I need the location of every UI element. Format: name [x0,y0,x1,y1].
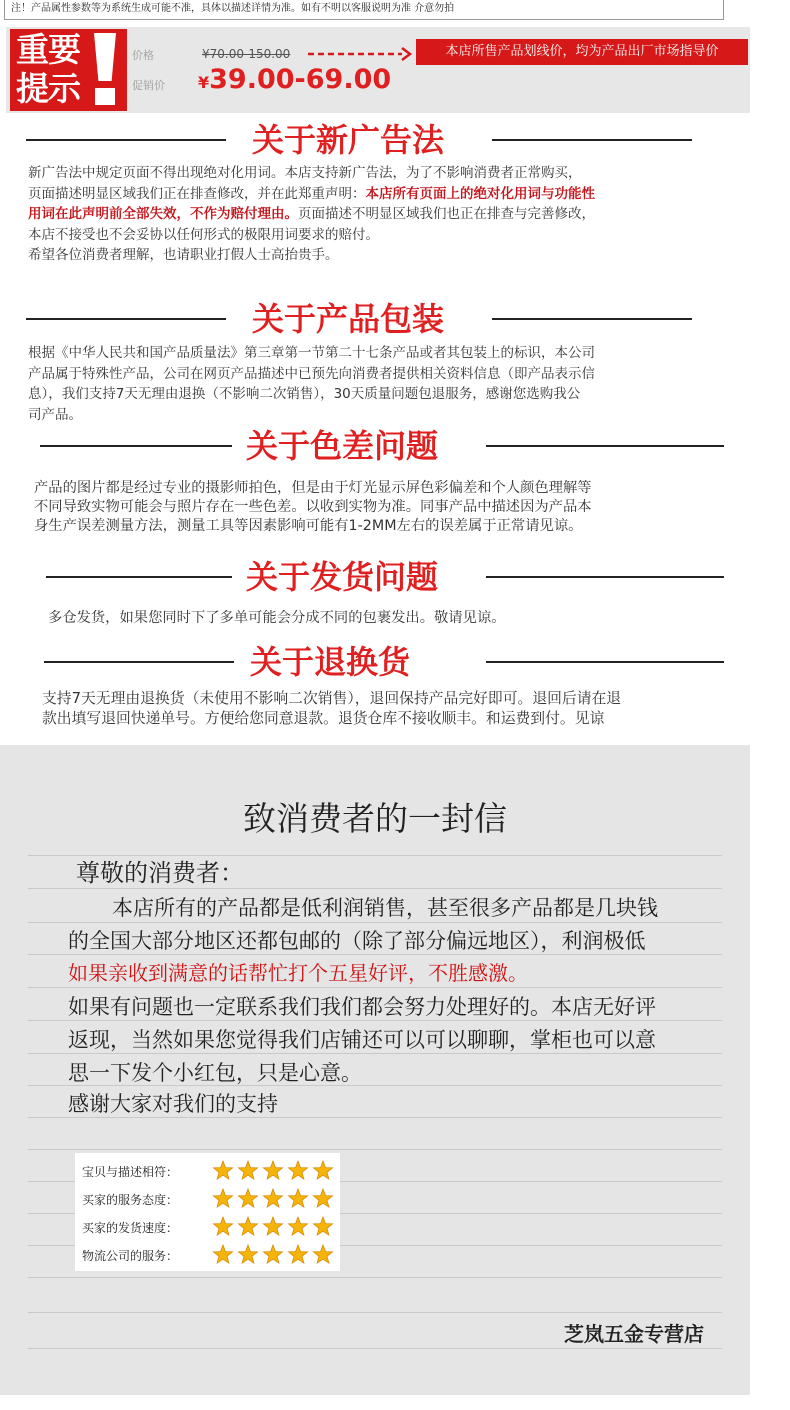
star-icon [313,1161,332,1179]
divider [492,318,692,320]
notice-text-line2: 提示 [16,69,80,108]
body-text: 新广告法中规定页面不得出现绝对化用词。本店支持新广告法，为了不影响消费者正常购买， [28,165,582,181]
rating-label: 买家的服务态度： [82,1193,179,1207]
star-icon [238,1189,257,1207]
section-title: 关于产品包装 [252,300,445,338]
promo-currency: ¥ [198,73,210,92]
body-line [28,184,595,205]
star-icon [238,1161,257,1179]
promo-price [198,64,391,95]
body-text: 根据《中华人民共和国产品质量法》第三章第一节第二十七条产品或者其包装上的标识，本公司 [28,345,595,361]
star-rating [212,1244,338,1266]
star-icon [288,1161,307,1179]
divider [26,139,226,141]
letter-line: 本店所有的产品都是低利润销售，甚至很多产品都是几块钱 [112,896,658,920]
divider [46,576,232,578]
shop-signature: 芝岚五金专营店 [564,1322,704,1346]
ruled-line [28,1149,722,1150]
divider [492,139,692,141]
star-icon [288,1189,307,1207]
body-text: 款出填写退回快递单号。方便给您同意退款。退货仓库不接收顺丰。和运费到付。见谅 [42,710,605,727]
body-line [42,689,621,709]
body-line [28,364,595,385]
divider [486,445,724,447]
ruled-line [28,1348,722,1349]
section-header-packaging [26,297,696,341]
body-line [28,163,595,184]
section-body-shipping [48,608,506,629]
body-text: 产品的图片都是经过专业的摄影师拍色，但是由于灯光显示屏色彩偏差和个人颜色理解等 [34,480,592,496]
star-icon [313,1189,332,1207]
dashed-arrow-icon [306,47,416,61]
star-icon [263,1245,282,1263]
body-line [34,498,592,517]
emphasis-text: 本店所有页面上的绝对化用词与功能性 [365,185,595,202]
body-text: 页面描述明显区域我们正在排查修改，并在此郑重声明： [28,185,366,202]
letter-line: 感谢大家对我们的支持 [68,1092,278,1116]
body-line [34,517,592,536]
star-rating [212,1188,338,1210]
rating-label: 宝贝与描述相符： [82,1165,179,1179]
star-icon [288,1245,307,1263]
star-icon [313,1245,332,1263]
letter-line: 如果亲收到满意的话帮忙打个五星好评，不胜感激。 [68,961,528,985]
rating-label: 物流公司的服务： [82,1249,179,1263]
body-text: 身生产误差测量方法，测量工具等因素影响可能有1-2MM左右的误差属于正常请见谅。 [34,518,583,534]
body-line [34,479,592,498]
ruled-line [28,888,722,889]
body-text: 希望各位消费者理解，也请职业打假人士高抬贵手。 [28,247,339,263]
star-icon [288,1217,307,1235]
letter-greeting: 尊敬的消费者： [76,859,244,887]
star-rating [212,1160,338,1182]
star-icon [213,1189,232,1207]
body-line [28,343,595,364]
important-notice-badge [10,29,127,111]
body-line [48,608,506,629]
price-banner [6,27,750,113]
emphasis-text: 用词在此声明前全部失效，不作为赔付理由。 [28,206,298,222]
letter-line: 返现，当然如果您觉得我们店铺还可以可以聊聊，掌柜也可以意 [68,1028,656,1052]
section-header-ad-law [26,118,696,162]
section-header-shipping [46,555,730,599]
body-text: 多仓发货，如果您同时下了多单可能会分成不同的包裹发出。敬请见谅。 [48,610,506,626]
body-line [28,384,595,405]
letter-line: 思一下发个小红包，只是心意。 [68,1061,362,1085]
consumer-letter [0,745,750,1395]
star-rating [212,1216,338,1238]
section-header-color [40,424,730,468]
ruled-line [28,1312,722,1313]
star-icon [213,1161,232,1179]
rating-card [75,1153,340,1271]
section-header-returns [44,640,730,684]
disclaimer-note: 注！产品属性参数等为系统生成可能不准，具体以描述详情为准。如有不明以客服说明为准 介意勿拍 [4,0,724,20]
body-line [28,245,595,266]
star-icon [238,1217,257,1235]
body-text: 不同导致实物可能会与照片存在一些色差。以收到实物为准。同事产品中描述因为产品本 [34,499,592,515]
star-icon [238,1245,257,1263]
promo-label: 促销价 [132,79,165,92]
section-body-packaging [28,343,595,425]
body-text: 支持7天无理由退换货（未使用不影响二次销售），退回保持产品完好即可。退回后请在退 [42,690,622,707]
section-body-ad-law [28,163,595,266]
body-text: 本店不接受也不会妥协以任何形式的极限用词要求的赔付。 [28,226,379,243]
star-icon [213,1245,232,1263]
ruled-line [28,855,722,856]
body-line [42,709,621,729]
promo-price-value: 39.00-69.00 [209,64,392,95]
star-icon [263,1161,282,1179]
body-line [28,204,595,225]
section-body-color [34,479,592,536]
exclamation-icon [90,33,122,107]
rating-label: 买家的发货速度： [82,1221,179,1235]
price-label: 价格 [132,49,154,62]
ruled-line [28,1277,722,1278]
section-title: 关于新广告法 [252,121,445,159]
letter-line: 的全国大部分地区还都包邮的（除了部分偏远地区），利润极低 [68,929,646,953]
letter-line: 如果有问题也一定联系我们我们都会努力处理好的。本店无好评 [68,995,656,1019]
body-text: 产品属于特殊性产品，公司在网页产品描述中已预先向消费者提供相关资料信息（即产品表示信 [28,365,595,382]
section-body-returns [42,689,621,729]
letter-title: 致消费者的一封信 [243,799,507,838]
star-icon [263,1189,282,1207]
divider [486,661,724,663]
body-line [28,405,595,426]
divider [26,318,226,320]
divider [486,576,724,578]
ruled-line [28,922,722,923]
body-text: 页面描述不明显区域我们也正在排查与完善修改， [298,206,595,222]
divider [40,445,232,447]
body-text: 息），我们支持7天无理由退换（不影响二次销售），30天质量问题包退服务，感谢您选购我公 [28,386,581,402]
section-title: 关于色差问题 [246,427,439,465]
star-icon [313,1217,332,1235]
notice-text-line1: 重要 [16,30,80,69]
original-price: ¥70.00-150.00 [202,47,291,61]
star-icon [213,1217,232,1235]
divider [44,661,234,663]
body-text: 司产品。 [28,406,82,423]
price-tip-box: 本店所售产品划线价，均为产品出厂市场指导价 [416,39,748,65]
body-line [28,225,595,246]
ruled-line [28,987,722,988]
star-icon [263,1217,282,1235]
section-title: 关于退换货 [250,643,411,681]
section-title: 关于发货问题 [246,558,439,596]
